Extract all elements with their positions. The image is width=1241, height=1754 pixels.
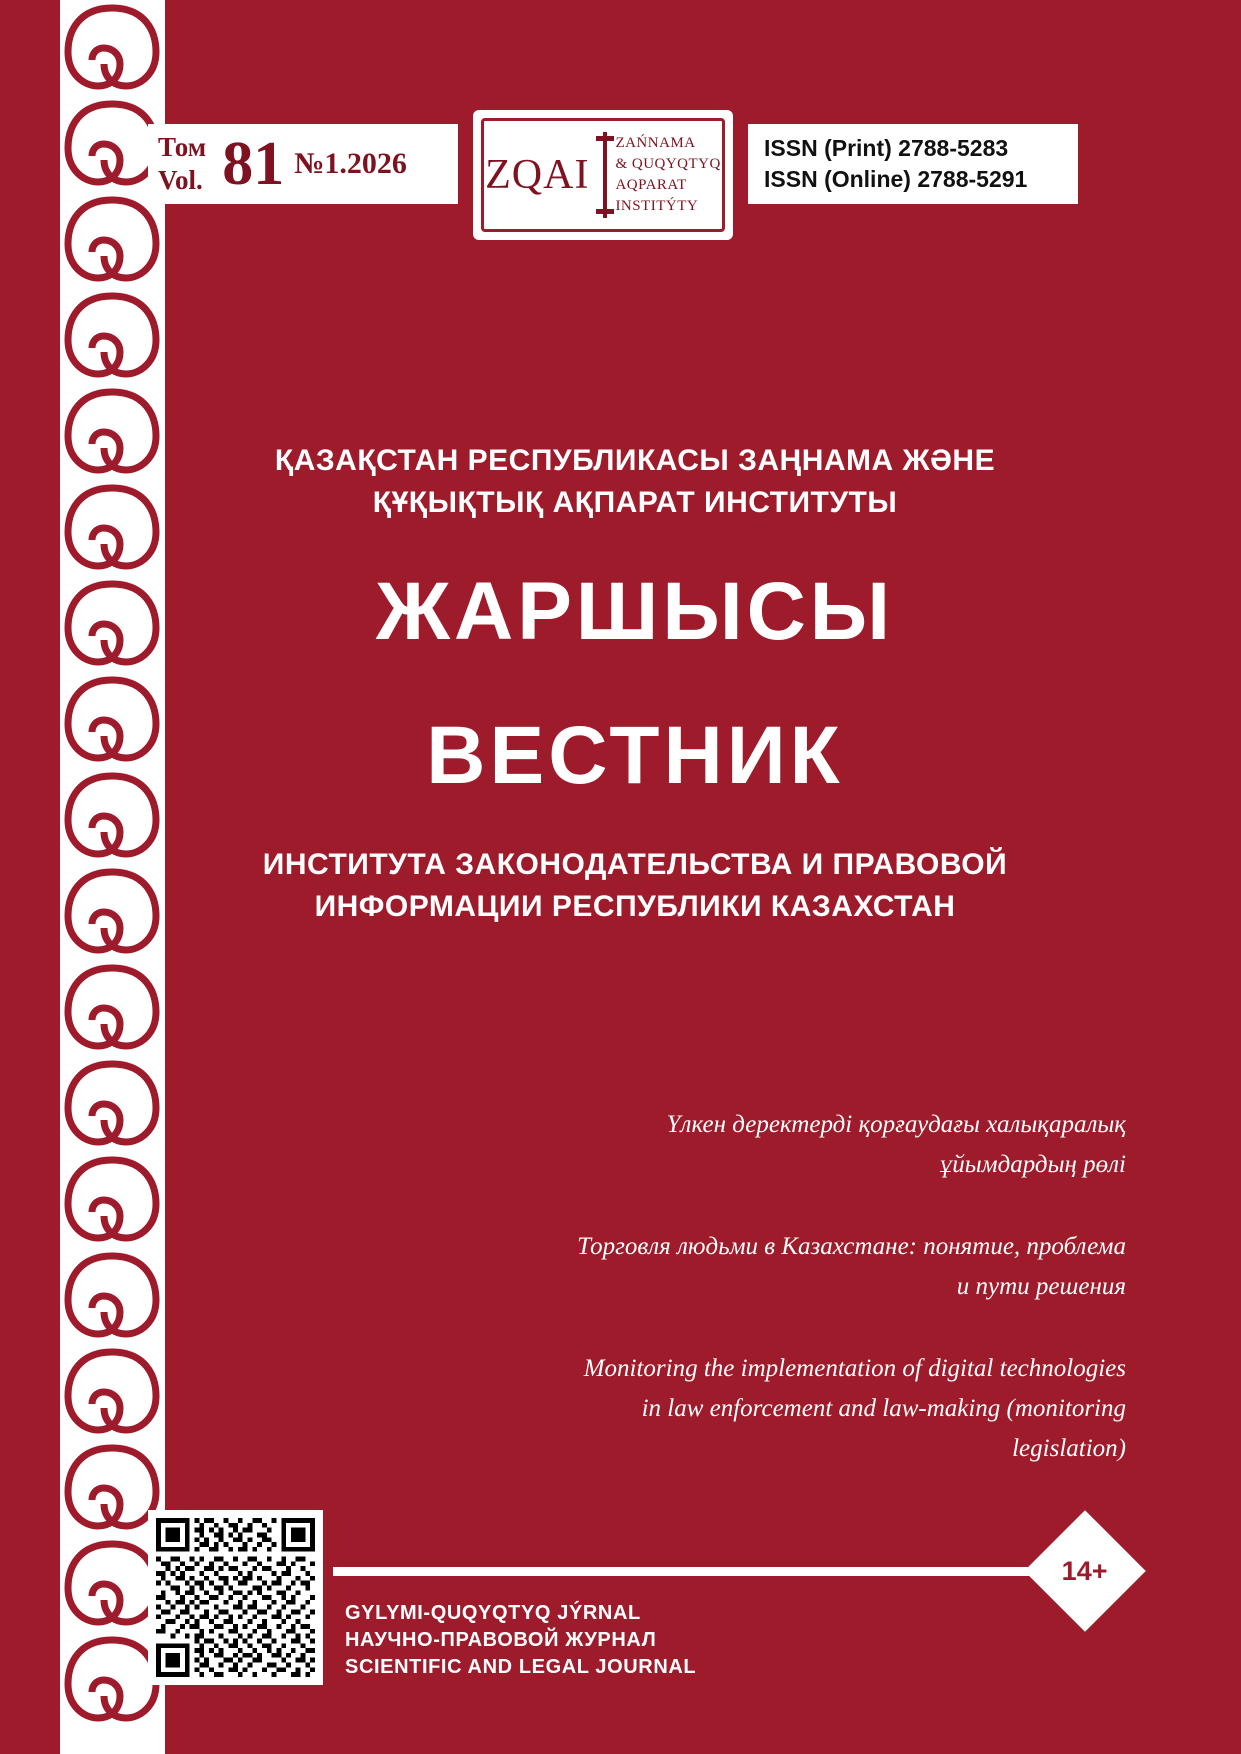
volume-badge xyxy=(148,124,458,204)
bottom-divider xyxy=(333,1567,1063,1576)
subtitle-kz: ҚАЗАҚСТАН РЕСПУБЛИКАСЫ ЗАҢНАМА ЖӘНЕ ҚҰҚЫҚТЫҚ АҚПАРАТ ИНСТИТУТЫ xyxy=(274,444,996,519)
volume-labels xyxy=(158,131,214,197)
age-rating-badge xyxy=(1024,1510,1146,1632)
journal-kind xyxy=(345,1600,696,1681)
article-title-en: Monitoring the implementation of digital technologies in law enforcement and law-making (monitoring legislation) xyxy=(583,1355,1126,1462)
volume-label-kz: Том xyxy=(158,132,207,162)
logo-word-2: & QUQYQTYQ xyxy=(615,156,721,172)
journal-kind-en: SCIENTIFIC AND LEGAL JOURNAL xyxy=(345,1656,697,1678)
issn-block xyxy=(748,124,1078,204)
logo-divider-icon xyxy=(603,132,607,218)
issue-number: №1.2026 xyxy=(294,147,407,180)
issn-online: ISSN (Online) 2788-5291 xyxy=(764,166,1028,192)
logo-acronym: ZQAI xyxy=(485,152,590,198)
volume-number: 81 xyxy=(222,130,285,198)
journal-kind-ru: НАУЧНО-ПРАВОВОЙ ЖУРНАЛ xyxy=(345,1629,657,1651)
logo-word-3: AQPARAT xyxy=(615,177,687,193)
article-title-ru: Торговля людьми в Казахстане: понятие, проблема и пути решения xyxy=(577,1233,1126,1300)
featured-articles xyxy=(566,1105,1126,1511)
logo-words xyxy=(615,133,720,217)
cover-header xyxy=(148,110,1078,214)
ornamental-border xyxy=(60,0,165,1754)
volume-label-en: Vol. xyxy=(158,165,203,195)
title-kz: ЖАРШЫСЫ xyxy=(375,566,895,657)
cover-titles xyxy=(185,440,1085,928)
age-rating-label: 14+ xyxy=(1062,1555,1108,1586)
qr-code[interactable] xyxy=(148,1510,323,1685)
article-title-kz: Үлкен деректерді қорғаудағы халықаралық ұйымдардың рөлі xyxy=(666,1111,1126,1178)
logo-word-4: INSTITÝTY xyxy=(615,198,699,214)
journal-kind-kz: GYLYMI-QUQYQTYQ JÝRNAL xyxy=(345,1602,641,1624)
issn-print: ISSN (Print) 2788-5283 xyxy=(764,135,1009,161)
subtitle-ru: ИНСТИТУТА ЗАКОНОДАТЕЛЬСТВА И ПРАВОВОЙ ИНФОРМАЦИИ РЕСПУБЛИКИ КАЗАХСТАН xyxy=(262,848,1008,923)
logo-word-1: ZAŃNAMA xyxy=(615,135,696,151)
institute-logo xyxy=(473,110,733,240)
title-ru: ВЕСТНИК xyxy=(426,710,844,801)
